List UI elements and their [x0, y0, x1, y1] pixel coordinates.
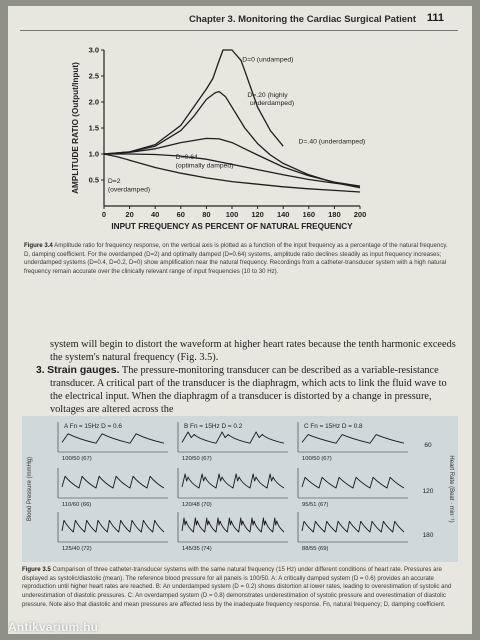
- pressure-reading: 145/35 (74): [182, 546, 212, 552]
- body-paragraph: system will begin to distort the waveform at higher heart rates because the tenth harmonic exceeds the system's natural frequency (Fig. 3.5).: [50, 339, 456, 363]
- pressure-reading: 120/48 (70): [182, 502, 212, 508]
- panel-title: B Fn = 15Hz D = 0.2: [184, 423, 243, 430]
- curve-annotation: D=.20 (highly: [247, 91, 288, 99]
- x-tick-label: 120: [251, 210, 264, 219]
- pressure-waveform: [302, 477, 404, 488]
- figure-3-5-label: Figure 3.5: [22, 566, 51, 573]
- curve-annotation: D=.40 (underdamped): [298, 138, 366, 146]
- pressure-reading: 110/60 (66): [62, 502, 92, 508]
- x-tick-label: 60: [176, 210, 185, 219]
- pressure-reading: 88/55 (69): [302, 546, 329, 552]
- pressure-waveform: [182, 474, 284, 488]
- y-tick-label: 1.5: [88, 123, 99, 133]
- pressure-waveform: [182, 432, 284, 443]
- chart-plot-area: [71, 46, 366, 231]
- x-tick-label: 0: [101, 210, 107, 219]
- list-item-heading: Strain gauges.: [47, 364, 120, 376]
- pressure-waveform: [62, 476, 164, 488]
- curve-annotation: D=0.64: [175, 154, 198, 162]
- pressure-reading: 100/50 (67): [62, 456, 92, 462]
- pressure-waveform: [182, 518, 284, 532]
- list-item-strain-gauges: [36, 364, 460, 416]
- chapter-title: Chapter 3. Monitoring the Cardiac Surgical Patient: [189, 14, 416, 25]
- pressure-reading: 125/40 (72): [62, 546, 92, 552]
- header-rule: [20, 30, 458, 31]
- curve-annotation: (optimally damped): [175, 162, 234, 170]
- figure-3-5-caption-text: Comparison of three catheter-transducer systems with the same natural frequency (15 Hz) under different conditions of heart rate. Pressures are displayed as systolic/diastolic (mean). The reference blood pressure for all panels is 100/50. A: A critically damped system (D = 0.6) provides an accurate reproduction until higher heart rates are reached. B: An underdamped system (D = 0.2) shows distortion at lower rates, leading to overestimation of systolic and underestimation of diastolic pressures. C: An overdamped system (D = 0.8) demonstrates underestimation of systolic pressure and overestimation of diastolic pressure. Note also that diastolic and mean pressures are affected less by the inadequate frequency response. Fn, natural frequency; D, damping coefficient.: [22, 566, 452, 608]
- y-tick-label: 2.0: [88, 97, 99, 107]
- figure-3-4-caption: [24, 242, 454, 330]
- y-tick-label: 3.0: [88, 45, 99, 55]
- page-number: 111: [426, 12, 444, 24]
- x-tick-label: 160: [302, 210, 316, 219]
- body-text: [36, 338, 460, 416]
- x-tick-label: 20: [125, 210, 134, 219]
- heart-rate-label: 60: [424, 442, 432, 449]
- figure-3-5: [22, 416, 458, 562]
- watermark-logo: Antikvarium.hu: [8, 620, 99, 634]
- y-axis-label: AMPLITUDE RATIO (Output/Input): [71, 62, 80, 194]
- y-tick-label: 0.5: [88, 175, 99, 185]
- panel-title: C Fn = 15Hz D = 0.8: [304, 423, 363, 430]
- x-tick-label: 180: [328, 210, 341, 219]
- x-tick-label: 80: [202, 210, 211, 219]
- right-axis-label: Heart Rate (Beat · min⁻¹): [448, 455, 454, 523]
- pressure-waveform: [62, 434, 164, 443]
- x-tick-label: 40: [151, 210, 160, 219]
- figure-3-5-panels: [22, 416, 458, 562]
- pressure-waveform: [302, 521, 404, 532]
- heart-rate-label: 180: [422, 532, 434, 539]
- running-header: [8, 10, 472, 32]
- pressure-reading: 100/50 (67): [302, 456, 332, 462]
- x-tick-label: 140: [276, 210, 290, 219]
- panel-title: A Fn = 15Hz D = 0.6: [64, 423, 122, 430]
- curve-annotation: D=0 (undamped): [242, 56, 294, 64]
- curve-annotation: D=2: [107, 178, 121, 186]
- pressure-reading: 120/50 (67): [182, 456, 212, 462]
- left-axis-label: Blood Pressure (mmHg): [27, 456, 33, 522]
- y-tick-label: 2.5: [88, 71, 99, 81]
- figure-3-4-label: Figure 3.4: [24, 242, 53, 249]
- figure-3-4-chart: [8, 34, 472, 240]
- figure-3-4-caption-text: Amplitude ratio for frequency response, on the vertical axis is plotted as a function of the input frequency as a percentage of the natural frequency. D, damping coefficient. For the overdamped (D=2) and optimally damped (D=0.64) systems, amplitude ratio declines steadily as input frequency increases; underdamped systems (D=0.4, D=0.2, D=0) show amplification near the natural frequency. Recordings from a catheter-transducer system with a high natural frequency remain accurate over the clinically relevant range of input frequencies (10 to 30 Hz).: [24, 242, 448, 276]
- list-item-number: 3.: [36, 365, 45, 376]
- pressure-waveform: [302, 435, 404, 444]
- x-tick-label: 200: [353, 210, 367, 219]
- y-tick-label: 1.0: [88, 149, 99, 159]
- list-item-text: The pressure-monitoring transducer can be described as a variable-resistance transducer. A critical part of the transducer is the diaphragm, which acts to link the fluid wave to the electrical input. When the diaphragm of a transducer is distorted by a change in pressure, voltages are altered across the: [50, 365, 447, 415]
- book-page: [8, 6, 472, 634]
- pressure-waveform: [62, 520, 164, 532]
- x-tick-label: 100: [225, 210, 239, 219]
- heart-rate-label: 120: [422, 488, 434, 495]
- curve-annotation: underdamped): [249, 100, 295, 108]
- curve-annotation: (overdamped): [107, 186, 151, 194]
- x-axis-label: INPUT FREQUENCY AS PERCENT OF NATURAL FREQUENCY: [111, 222, 353, 231]
- pressure-reading: 95/51 (67): [302, 502, 329, 508]
